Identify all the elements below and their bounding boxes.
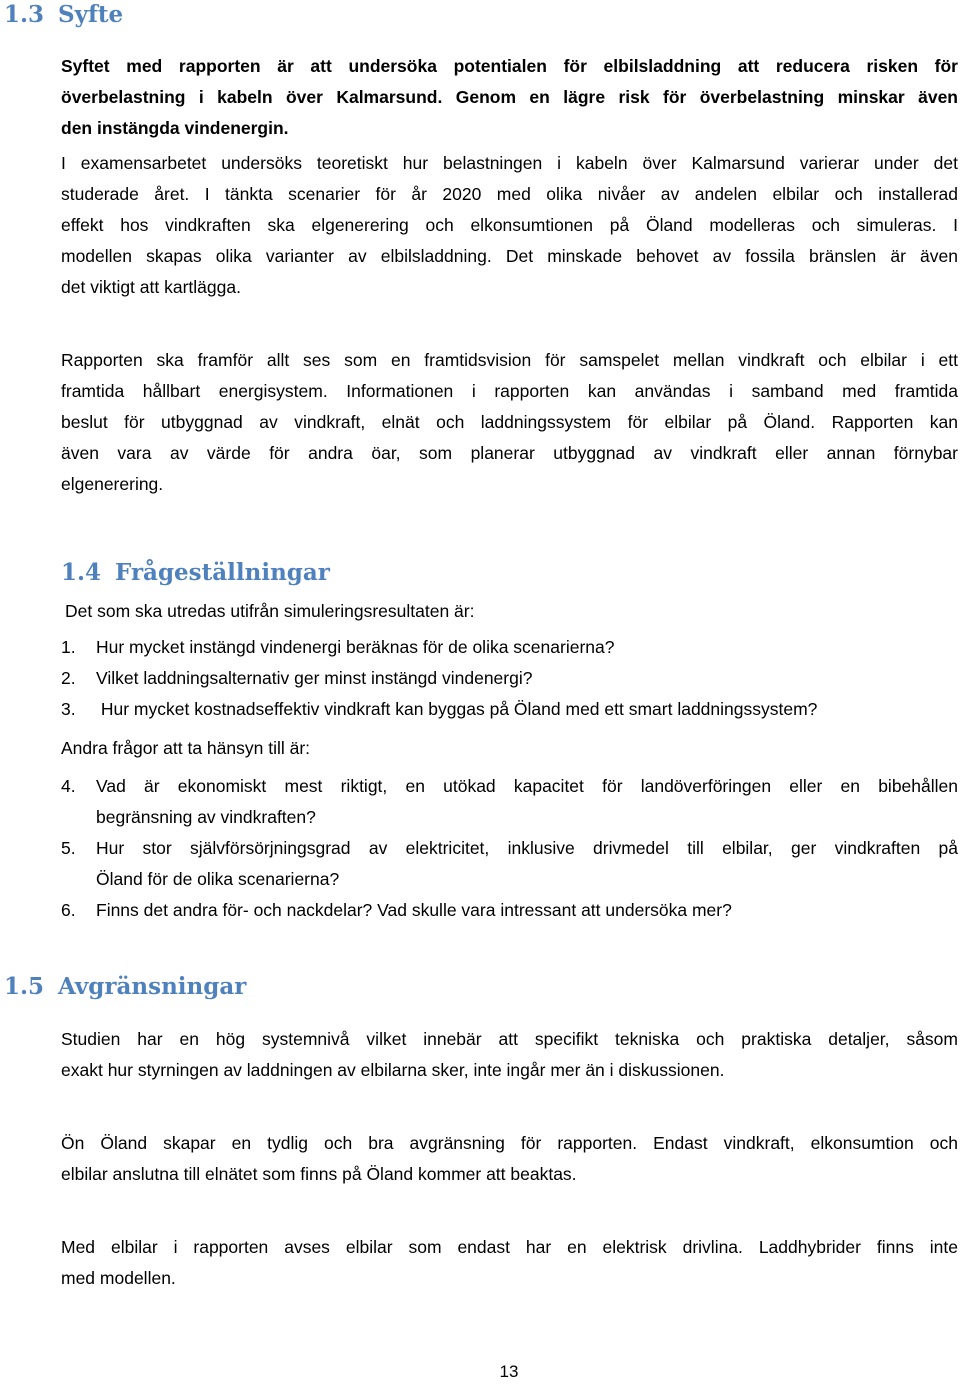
text-line: effekt hos vindkraften ska elgenerering och elkonsumtionen på Öland modelleras och simuleras. I	[61, 215, 958, 235]
list-number: 6.	[61, 900, 76, 920]
text-line: Det som ska utredas utifrån simuleringsresultaten är:	[65, 601, 475, 621]
paragraph	[61, 1128, 958, 1190]
list-text: Vad är ekonomiskt mest riktigt, en utökad kapacitet för landöverföringen eller en bibehållen	[96, 776, 958, 796]
section-title: Avgränsningar	[58, 973, 247, 1000]
text-line: den instängda vindenergin.	[61, 118, 289, 138]
text-line: beslut för utbyggnad av vindkraft, elnät och laddningssystem för elbilar på Öland. Rapporten kan	[61, 412, 958, 432]
text-line: I examensarbetet undersöks teoretiskt hur belastningen i kabeln över Kalmarsund varierar under det	[61, 153, 958, 173]
section-number: 1.5	[4, 973, 45, 1000]
list-number: 1.	[61, 637, 76, 657]
questions-intro-2	[61, 733, 958, 764]
text-line: exakt hur styrningen av laddningen av elbilarna sker, inte ingår mer än i diskussionen.	[61, 1060, 725, 1080]
list-item	[61, 632, 958, 663]
list-text: Vilket laddningsalternativ ger minst instängd vindenergi?	[96, 668, 533, 688]
paragraph	[61, 148, 958, 303]
paragraph	[61, 345, 958, 500]
list-item	[61, 694, 958, 725]
list-item	[61, 833, 958, 895]
questions-intro	[65, 596, 960, 627]
list-number: 4.	[61, 776, 76, 796]
list-item	[61, 663, 958, 694]
text-line: studerade året. I tänkta scenarier för år 2020 med olika nivåer av andelen elbilar och installerad	[61, 184, 958, 204]
text-line: Andra frågor att ta hänsyn till är:	[61, 738, 311, 758]
text-line: med modellen.	[61, 1268, 176, 1288]
section-title: Frågeställningar	[115, 559, 330, 586]
page-number: 13	[499, 1362, 519, 1381]
paragraph	[61, 1232, 958, 1294]
text-line: Rapporten ska framför allt ses som en framtidsvision för samspelet mellan vindkraft och elbilar i ett	[61, 350, 958, 370]
purpose-statement	[61, 51, 958, 144]
list-text: Öland för de olika scenarierna?	[96, 869, 340, 889]
text-line: elgenerering.	[61, 474, 164, 494]
paragraph	[61, 1024, 958, 1086]
list-number: 2.	[61, 668, 76, 688]
text-line: Syftet med rapporten är att undersöka potentialen för elbilsladdning att reducera risken för	[61, 56, 958, 76]
list-number: 3.	[61, 699, 76, 719]
section-heading-syfte	[4, 1, 123, 28]
text-line: Med elbilar i rapporten avses elbilar som endast har en elektrisk drivlina. Laddhybrider finns inte	[61, 1237, 958, 1257]
text-line: även vara av värde för andra öar, som planerar utbyggnad av vindkraft eller annan förnybar	[61, 443, 958, 463]
list-item	[61, 895, 958, 926]
list-text: begränsning av vindkraften?	[96, 807, 316, 827]
text-line: det viktigt att kartlägga.	[61, 277, 241, 297]
section-number: 1.3	[4, 1, 45, 28]
list-text: Hur mycket instängd vindenergi beräknas för de olika scenarierna?	[96, 637, 615, 657]
section-title: Syfte	[58, 1, 124, 28]
text-line: elbilar anslutna till elnätet som finns på Öland kommer att beaktas.	[61, 1164, 577, 1184]
section-number: 1.4	[61, 559, 102, 586]
list-text: Hur mycket kostnadseffektiv vindkraft kan byggas på Öland med ett smart laddningssystem?	[96, 699, 818, 719]
list-item	[61, 771, 958, 833]
text-line: överbelastning i kabeln över Kalmarsund. Genom en lägre risk för överbelastning minskar även	[61, 87, 958, 107]
section-heading-avgransningar	[4, 973, 246, 1000]
list-number: 5.	[61, 838, 76, 858]
text-line: framtida hållbart energisystem. Informationen i rapporten kan användas i samband med framtida	[61, 381, 958, 401]
list-text: Hur stor självförsörjningsgrad av elektricitet, inklusive drivmedel till elbilar, ger vindkraften på	[96, 838, 958, 858]
section-heading-fragestallningar	[61, 559, 330, 586]
text-line: Ön Öland skapar en tydlig och bra avgränsning för rapporten. Endast vindkraft, elkonsumtion och	[61, 1133, 958, 1153]
text-line: modellen skapas olika varianter av elbilsladdning. Det minskade behovet av fossila bränslen är även	[61, 246, 958, 266]
text-line: Studien har en hög systemnivå vilket innebär att specifikt tekniska och praktiska detaljer, såsom	[61, 1029, 958, 1049]
list-text: Finns det andra för- och nackdelar? Vad skulle vara intressant att undersöka mer?	[96, 900, 732, 920]
